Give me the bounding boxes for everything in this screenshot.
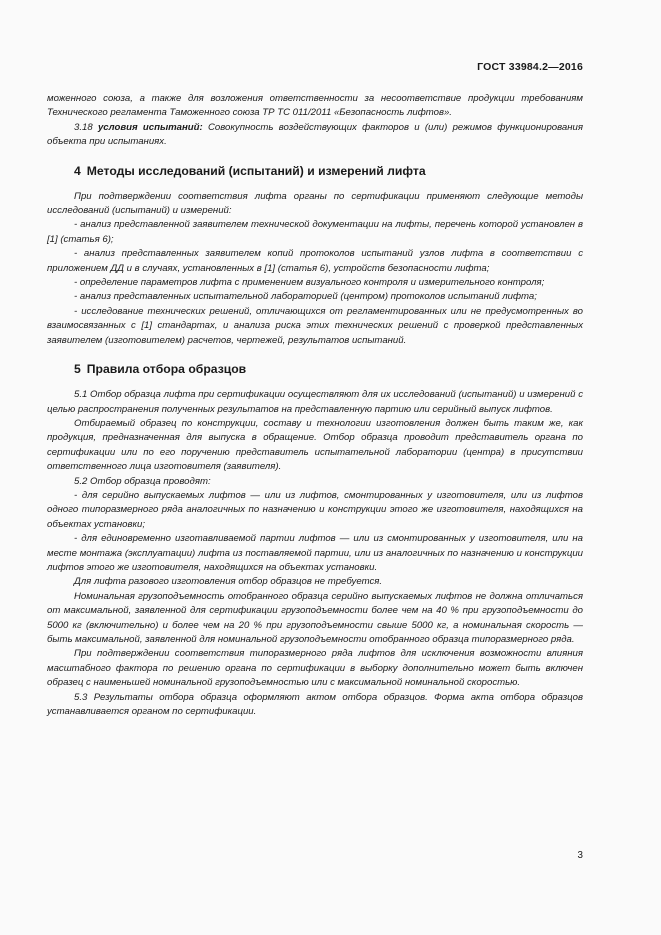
paragraph-5-1: 5.1 Отбор образца лифта при сертификации осуществляют для их исследований (испытаний) и измерений с целью распространения полученных результатов на представленную партию или серийный выпуск лифтов. [47, 389, 583, 415]
section-5-title: Правила отбора образцов [86, 362, 247, 377]
section-4-bullet-1: - анализ представленной заявителем технической документации на лифты, перечень которой установлен в [1] (статья 6); [47, 219, 583, 245]
item-3-18 [47, 121, 583, 150]
section-4-bullet-2: - анализ представленных заявителем копий протоколов испытаний узлов лифта в соответствии с приложением ДД и в случаях, установленных в [1] (статья 6), устройств безопасности лифта; [47, 248, 583, 274]
section-4-number: 4 [74, 163, 81, 178]
section-4-bullet-4: - анализ представленных испытательной лабораторией (центром) протоколов испытаний лифта; [74, 291, 537, 303]
page-content [47, 92, 583, 719]
paragraph-5-2: 5.2 Отбор образца проводят: [74, 475, 211, 487]
standard-designation: ГОСТ 33984.2—2016 [477, 61, 583, 73]
paragraph-5-1-sampling: Отбираемый образец по конструкции, составу и технологии изготовления должен быть таким же, как продукция, предназначенная для выпуска в обращение. Отбор образца проводит представитель органа по сертификации или по его поручению представитель испытательной лаборатории (центра) в присутствии ответственного лица изготовителя (заявителя). [47, 417, 583, 473]
continued-paragraph: моженного союза, а также для возложения ответственности за несоответствие продукции требованиям Технического регламента Таможенного союза ТР ТС 011/2011 «Безопасность лифтов». [47, 93, 583, 119]
section-5-bullet-1: - для серийно выпускаемых лифтов — или из лифтов, смонтированных у изготовителя, или из лифтов одного типоразмерного ряда аналогичных по назначению и конструкции этого же изготовителя, находящихся на объектах установки; [47, 489, 583, 530]
item-3-18-term: условия испытаний: [97, 121, 203, 133]
item-3-18-definition: Совокупность воздействующих факторов и (или) режимов функционирования объекта при испытаниях. [47, 121, 583, 148]
page-number: 3 [577, 850, 583, 861]
section-5-bullet-2: - для единовременно изготавливаемой партии лифтов — или из смонтированных у изготовителя, или на месте монтажа (эксплуатации) лифта из поставляемой партии, или из аналогичных по назначению и конструкции лифтов этого же изготовителя, находящихся на объектах установки. [47, 533, 583, 573]
paragraph-single-lift: Для лифта разового изготовления отбор образцов не требуется. [74, 576, 383, 588]
section-4-heading [47, 164, 583, 178]
section-4-intro: При подтверждении соответствия лифта органы по сертификации применяют следующие методы исследований (испытаний) и измерений: [47, 190, 583, 217]
paragraph-type-range: При подтверждении соответствия типоразмерного ряда лифтов для исключения возможности влияния масштабного фактора по решению органа по сертификации в выборку дополнительно может быть включен образец с наименьшей номинальной грузоподъемностью или с максимальной номинальной скоростью. [47, 648, 583, 689]
section-5-number: 5 [74, 362, 81, 377]
section-4-bullet-5: - исследование технических решений, отличающихся от регламентированных или не предусмотренных во взаимосвязанных с [1] стандартах, и анализа риска этих технических решений с проверкой представленных заявителем (изготовителем) расчетов, чертежей, результатов испытаний. [47, 305, 583, 346]
section-5-heading [47, 362, 583, 376]
paragraph-5-3: 5.3 Результаты отбора образца оформляют актом отбора образцов. Форма акта отбора образцов устанавливается органом по сертификации. [47, 691, 583, 718]
section-4-title: Методы исследований (испытаний) и измерений лифта [86, 163, 426, 178]
item-3-18-number: 3.18 [74, 121, 93, 133]
paragraph-load-capacity: Номинальная грузоподъемность отобранного образца серийно выпускаемых лифтов не должна отличаться от максимальной, заявленной для сертификации грузоподъемности более чем на 40 % при грузоподъемности до 5000 кг (включительно) и более чем на 20 % при грузоподъемности свыше 5000 кг, а номинальная скорость — быть максимальной, заявленной для номинальной грузоподъемности отобранного образца типоразмерного ряда. [47, 590, 583, 645]
section-4-bullet-3: - определение параметров лифта с применением визуального контроля и измерительного контроля; [74, 277, 545, 289]
